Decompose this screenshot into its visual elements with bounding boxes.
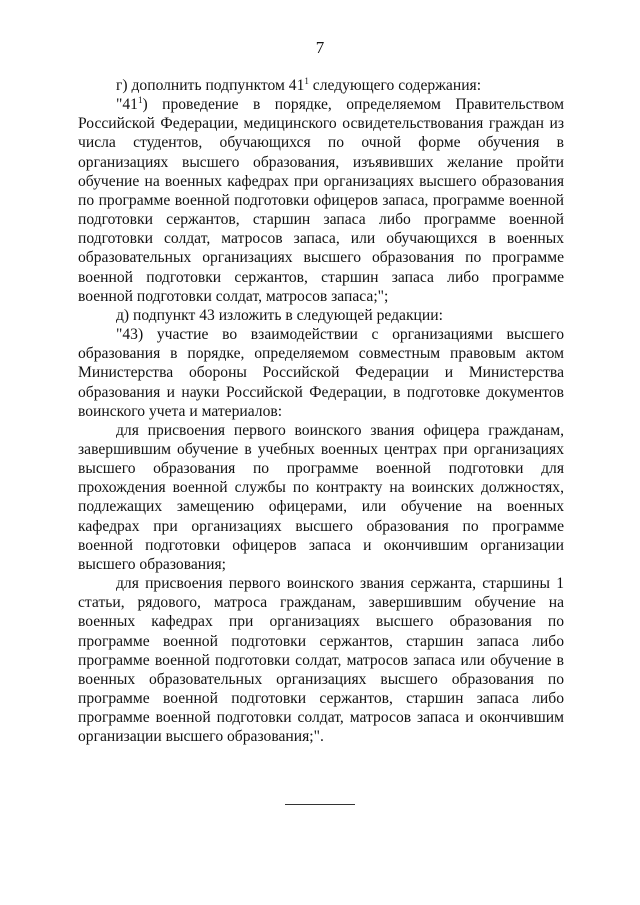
text-run: г) дополнить подпунктом 41 [116, 77, 305, 94]
text-run: ) проведение в порядке, определяемом Правительством Российской Федерации, медицинского освидетельствования граждан из числа студентов, обучающихся по очной форме обучения в организациях высшего образования, изъявивших желание пройти обучение на военных кафедрах при организациях высшего образования по программе военной подготовки офицеров запаса, программе военной подготовки сержантов, старшин запаса либо программе военной подготовки солдат, матросов запаса, или обучающихся в военных образовательных организациях высшего образования по программе военной подготовки сержантов, старшин запаса либо программе военной подготовки солдат, матросов запаса;"; [78, 96, 564, 305]
text-run: "41 [116, 96, 138, 114]
paragraph-officer-rank: для присвоения первого воинского звания офицера гражданам, завершившим обучение в учебных военных центрах при организациях высшего образования по программе военной подготовки для прохождения военной службы по контракту на воинских должностях, подлежащих замещению офицерами, или обучение на военных кафедрах при организациях высшего образования по программе военной подготовки офицеров запаса и окончившим организации высшего образования; [78, 421, 564, 573]
paragraph-subitem-g [78, 76, 564, 95]
paragraph-subitem-43: "43) участие во взаимодействии с организациями высшего образования в порядке, определяемом совместным правовым актом Министерства обороны Российской Федерации и Министерства образования и науки Российской Федерации, в подготовке документов воинского учета и материалов: [78, 326, 564, 420]
footer-rule [285, 804, 355, 805]
paragraph-subitem-41-1 [78, 95, 564, 306]
superscript: 1 [304, 76, 309, 86]
page-number: 7 [315, 38, 325, 57]
page-content [78, 76, 564, 746]
paragraph-sergeant-rank: для присвоения первого воинского звания сержанта, старшины 1 статьи, рядового, матроса гражданам, завершившим обучение на военных кафедрах при организациях высшего образования по программе военной подготовки сержантов, старшин запаса либо программе военной подготовки солдат, матросов запаса или обучение в военных образовательных организациях высшего образования по программе военной подготовки сержантов, старшин запаса либо программе военной подготовки солдат, матросов запаса и окончившим организации высшего образования;". [78, 575, 564, 746]
paragraph-subitem-d: д) подпункт 43 изложить в следующей редакции: [116, 306, 443, 324]
superscript: 1 [137, 95, 143, 106]
text-run: следующего содержания: [308, 77, 482, 94]
